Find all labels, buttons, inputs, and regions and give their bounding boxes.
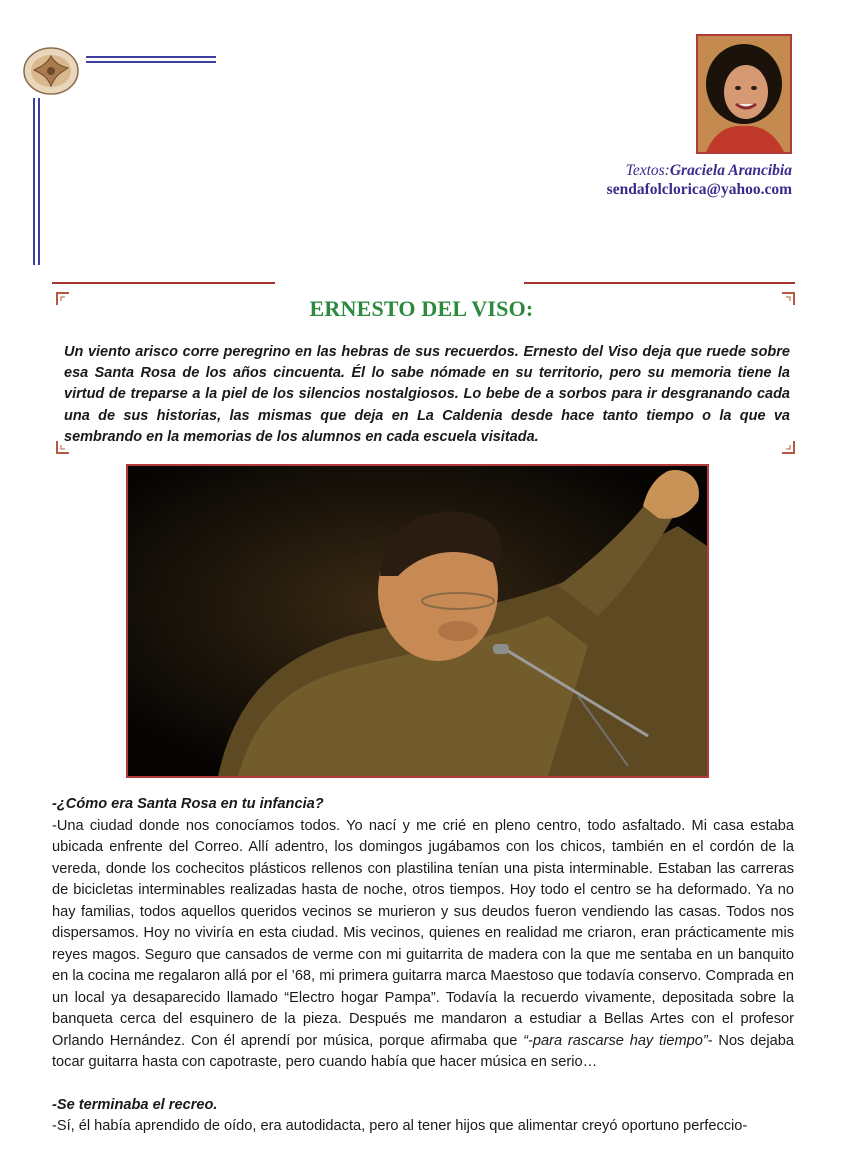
header-double-line <box>86 61 216 63</box>
credit-email[interactable]: sendafolclorica@yahoo.com <box>606 181 792 198</box>
answer-1-main: -Una ciudad donde nos conocíamos todos. Yo nací y me crié en pleno centro, todo asfaltado. Mi casa estaba ubicada enfrente del Correo. Allí adentro, los domingos jugábamos con los chicos, también en el cordón de la vereda, donde los cochecitos plásticos rellenos con plastilina tenían una pista interminable. Estaban las carreras de bicicletas interminables realizadas hasta de noche, otros tiempos. Hoy todo el centro se ha deformado. Ya no hay familias, todos aquellos queridos vecinos se murieron y sus deudos fueron vendiendo las casas. Todos nos dispersamos. Hoy no viviría en esta ciudad. Mis vecinos, quienes en realidad me criaron, eran prácticamente mis reyes magos. Seguro que cansados de verme con mi guitarrita de madera con la que me sentaba en un banquito en la cocina me regalaron allá por el ’68, mi primera guitarra marca Maestoso que todavía conservo. Comprada en un local ya desaparecido llamado “Electro hogar Pampa”. Todavía la recuerdo vivamente, depositada sobre la banqueta cerca del esquinero de la pieza. Después me mandaron a estudiar a Bellas Artes con el profesor Orlando Hernández. Con él aprendí por música, porque afirmaba que <box>52 817 794 1049</box>
answer-1-tail: - Nos dejaba tocar guitarra hasta con capotraste, pero cuando había que hacer música en serio… <box>52 1032 794 1070</box>
flower-logo-icon <box>22 46 80 96</box>
header-vertical-line <box>33 98 35 265</box>
credit-label: Textos: <box>625 162 670 179</box>
author-photo <box>696 34 792 154</box>
header-vertical-line <box>38 98 40 265</box>
question-1: -¿Cómo era Santa Rosa en tu infancia? <box>52 796 324 812</box>
article-title: ERNESTO DEL VISO: <box>309 296 534 321</box>
answer-2: -Sí, él había aprendido de oído, era autodidacta, pero al tener hijos que alimentar creyó oportuno perfeccio- <box>52 1118 748 1134</box>
credit-name: Graciela Arancibia <box>669 162 792 179</box>
question-2: -Se terminaba el recreo. <box>52 1096 218 1113</box>
header-double-line <box>86 56 216 58</box>
article-body <box>52 794 794 1138</box>
author-credit <box>607 161 792 199</box>
answer-1-quote: “-para rascarse hay tiempo” <box>523 1032 708 1049</box>
divider-right <box>524 282 795 284</box>
divider-left <box>52 282 275 284</box>
answer-1 <box>52 816 794 1074</box>
singer-photo <box>126 464 709 778</box>
article-lead: Un viento arisco corre peregrino en las hebras de sus recuerdos. Ernesto del Viso deja que ruede sobre esa Santa Rosa de los años cincuenta. Él lo sabe nómade en su territorio, pero su memoria tiene la virtud de treparse a la piel de los silencios nostalgiosos. Lo bebe de a sorbos para ir desgranando cada una de sus historias, las mismas que deja en La Caldenia desde hace tanto tiempo o la que va sembrando en la memorias de los alumnos en cada escuela visitada. <box>64 344 790 445</box>
